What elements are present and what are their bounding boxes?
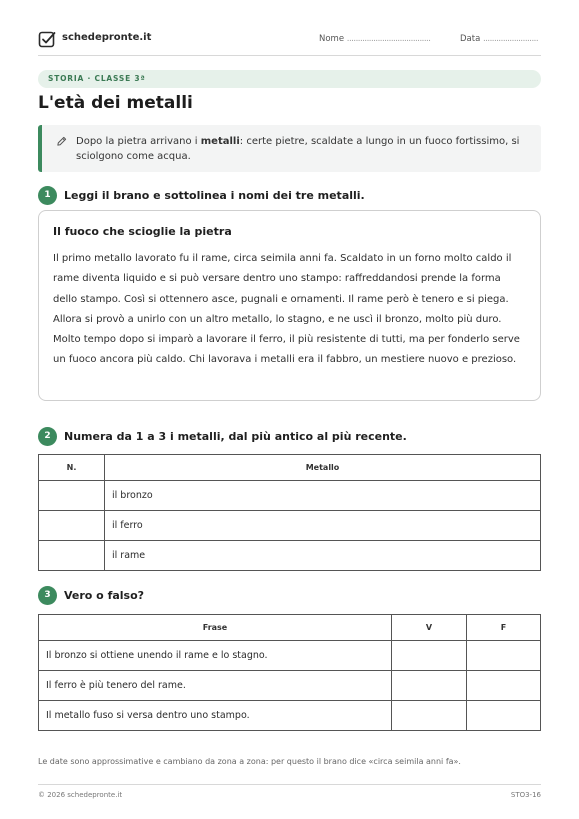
intro-text-start: Dopo la pietra arrivano i bbox=[76, 136, 201, 147]
intro-keyword: metalli bbox=[200, 136, 240, 147]
column-header-true: V bbox=[392, 615, 467, 641]
table-header-row bbox=[39, 615, 541, 641]
sentence-cell: Il metallo fuso si versa dentro uno stampo. bbox=[39, 701, 392, 731]
column-header-sentence: Frase bbox=[39, 615, 392, 641]
date-label: Data bbox=[460, 34, 481, 44]
number-answer-cell[interactable] bbox=[39, 511, 105, 541]
metal-cell: il bronzo bbox=[105, 481, 541, 511]
question-number-2: 2 bbox=[38, 427, 57, 446]
table-row bbox=[39, 481, 541, 511]
false-answer-cell[interactable] bbox=[467, 701, 541, 731]
question-text-2: Numera da 1 a 3 i metalli, dal più antico al più recente. bbox=[64, 430, 407, 443]
brand-name: schedepronte.it bbox=[62, 32, 152, 43]
reading-body: Il primo metallo lavorato fu il rame, circa seimila anni fa. Scaldato in un forno molto caldo il rame diventa liquido e si può versare dentro uno stampo: raffreddandosi prende la forma dello stampo. Così si ottennero asce, pugnali e ornamenti. Il rame però è tenero e si piega. Allora si provò a unirlo con un altro metallo, lo stagno, e ne uscì il bronzo, molto più duro. Molto tempo dopo si imparò a lavorare il ferro, il più resistente di tutti, ma per fonderlo serve un fuoco ancora più caldo. Chi lavorava i metalli era il fabbro, un mestiere nuovo e prezioso. bbox=[53, 253, 520, 366]
page-title: L'età dei metalli bbox=[38, 93, 193, 113]
metal-cell: il rame bbox=[105, 541, 541, 571]
true-answer-cell[interactable] bbox=[392, 701, 467, 731]
page-header bbox=[38, 30, 541, 56]
footnote: Le date sono approssimative e cambiano da zona a zona: per questo il brano dice «circa seimila anni fa». bbox=[38, 757, 461, 766]
sentence-cell: Il ferro è più tenero del rame. bbox=[39, 671, 392, 701]
question-text-3: Vero o falso? bbox=[64, 589, 145, 602]
checkbox-logo-icon bbox=[38, 30, 56, 48]
table-row bbox=[39, 511, 541, 541]
name-dots: ...................................... bbox=[346, 34, 431, 44]
pencil-icon bbox=[56, 136, 67, 147]
number-answer-cell[interactable] bbox=[39, 481, 105, 511]
column-header-false: F bbox=[467, 615, 541, 641]
intro-box bbox=[38, 125, 541, 172]
true-answer-cell[interactable] bbox=[392, 641, 467, 671]
true-answer-cell[interactable] bbox=[392, 671, 467, 701]
question-number-1: 1 bbox=[38, 186, 57, 205]
subject-tag: STORIA · CLASSE 3ª bbox=[38, 70, 541, 88]
column-header-metal: Metallo bbox=[105, 455, 541, 481]
sentence-cell: Il bronzo si ottiene unendo il rame e lo stagno. bbox=[39, 641, 392, 671]
table-row bbox=[39, 671, 541, 701]
true-false-table bbox=[38, 614, 541, 731]
name-label: Nome bbox=[319, 34, 345, 44]
number-answer-cell[interactable] bbox=[39, 541, 105, 571]
false-answer-cell[interactable] bbox=[467, 641, 541, 671]
worksheet-code: STO3-16 bbox=[510, 791, 541, 799]
reading-title: Il fuoco che scioglie la pietra bbox=[53, 225, 232, 238]
question-number-3: 3 bbox=[38, 586, 57, 605]
table-row bbox=[39, 541, 541, 571]
date-dots: ......................... bbox=[483, 34, 539, 44]
question-text-1: Leggi il brano e sottolinea i nomi dei tre metalli. bbox=[64, 189, 365, 202]
column-header-number: N. bbox=[39, 455, 105, 481]
copyright: © 2026 schedepronte.it bbox=[38, 791, 123, 799]
table-header-row bbox=[39, 455, 541, 481]
false-answer-cell[interactable] bbox=[467, 671, 541, 701]
date-field bbox=[460, 34, 538, 44]
intro-text-end: : certe pietre, scaldate a lungo in un fuoco fortissimo, si sciolgono come acqua. bbox=[76, 136, 520, 162]
metal-cell: il ferro bbox=[105, 511, 541, 541]
name-field bbox=[319, 34, 430, 44]
ordering-table bbox=[38, 454, 541, 571]
intro-text bbox=[76, 134, 531, 164]
table-row bbox=[39, 641, 541, 671]
table-row bbox=[39, 701, 541, 731]
reading-box bbox=[38, 210, 541, 401]
page-footer bbox=[38, 784, 541, 799]
